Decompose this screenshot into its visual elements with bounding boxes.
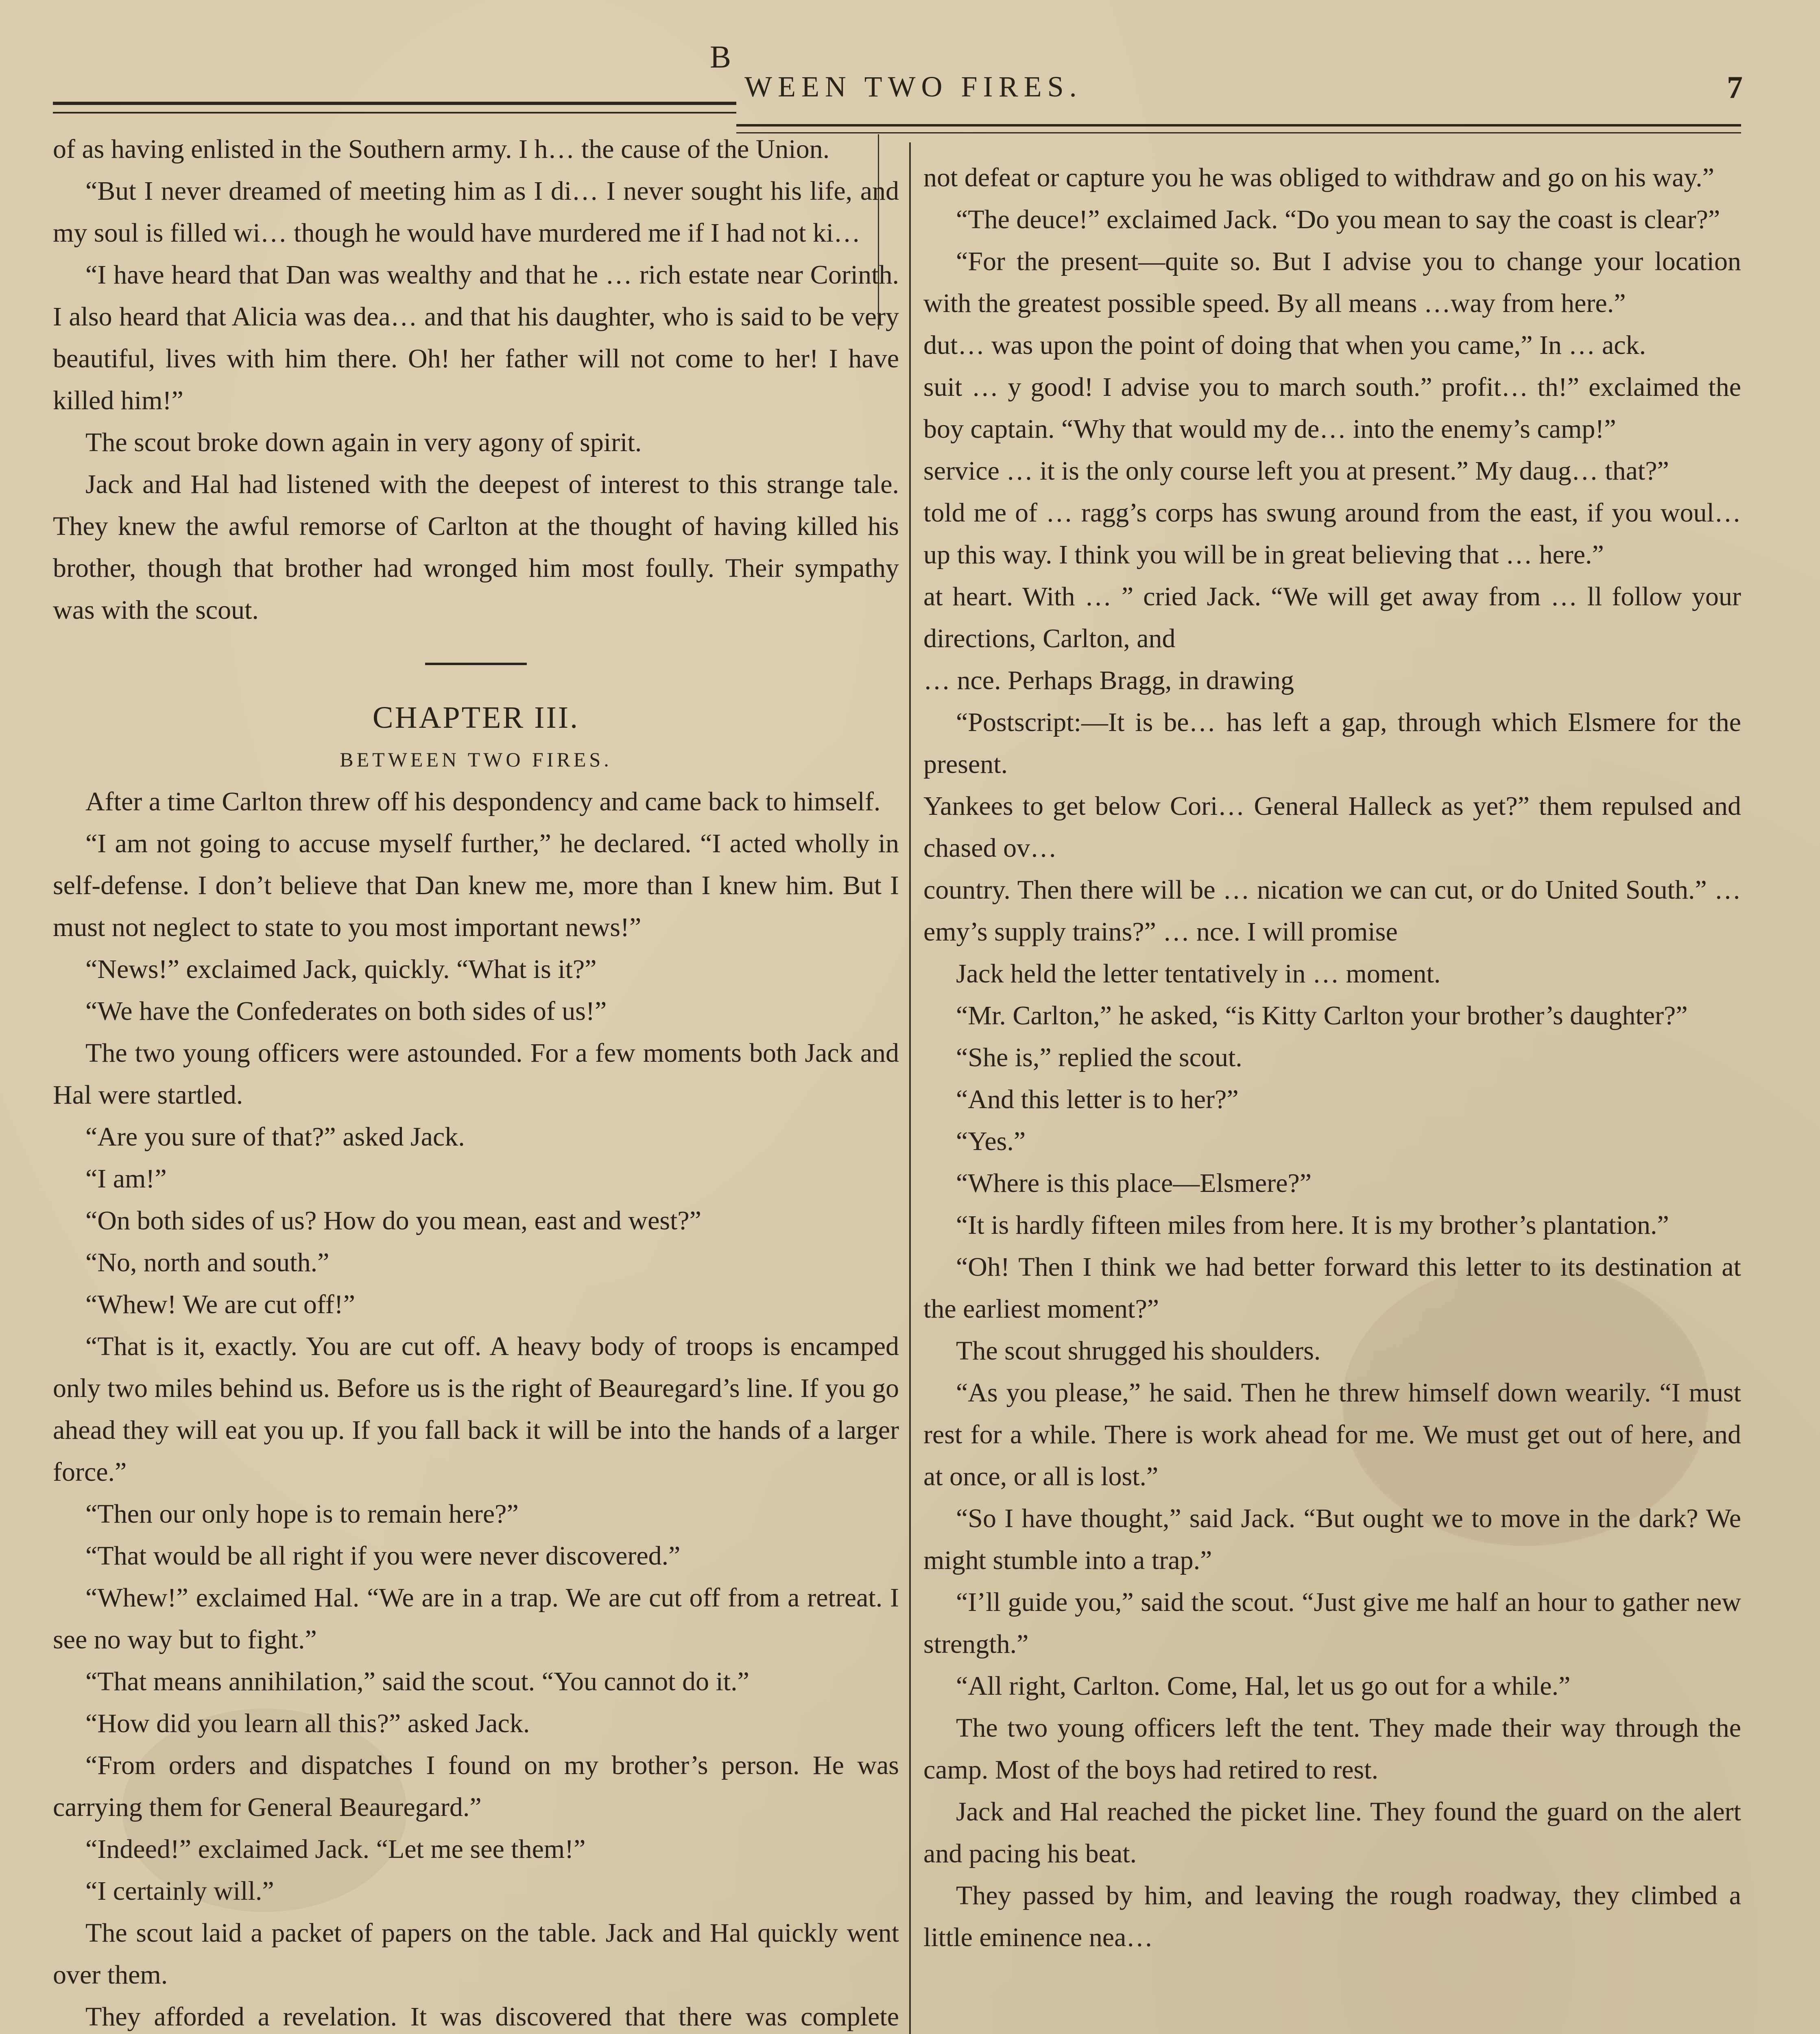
paragraph: “All right, Carlton. Come, Hal, let us go out for a while.” [956, 1671, 1571, 1701]
paragraph: “It is hardly fifteen miles from here. It is my brother’s plantation.” [956, 1210, 1669, 1240]
paragraph: “That means annihilation,” said the scout. “You cannot do it.” [85, 1667, 749, 1696]
paragraph: “We have the Confederates on both sides of us!” [85, 996, 607, 1026]
paragraph: “As you please,” he said. Then he threw himself down wearily. “I must rest for a while. There is work ahead for me. We must get out of here, and at once, or all is lost.” [923, 1378, 1741, 1491]
paragraph: “The deuce!” exclaimed Jack. “Do you mean to say the coast is clear?” [956, 205, 1720, 234]
paragraph: “But I never dreamed of meeting him as I di… I never sought his life, and my soul is filled wi… though he would have murdered me if I had not ki… [53, 176, 899, 248]
paragraph: of as having enlisted in the Southern army. I h… the cause of the Union. [53, 134, 830, 164]
paragraph: “I certainly will.” [85, 1876, 274, 1906]
paragraph: They passed by him, and leaving the rough roadway, they climbed a little eminence nea… [923, 1881, 1741, 1952]
paragraph: “Whew! We are cut off!” [85, 1290, 355, 1319]
paragraph: “That is it, exactly. You are cut off. A heavy body of troops is encamped only two miles behind us. Before us is the right of Beauregard’s line. If you go ahead they will eat you up. If you fall back it will be into the hands of a larger force.” [53, 1331, 899, 1487]
left-column [53, 128, 899, 2034]
paragraph: service … it is the only course left you at present.” My daug… that?” [923, 456, 1669, 486]
paragraph: “For the present—quite so. But I advise you to change your location with the greatest possible speed. By all means …way from here.” [923, 247, 1741, 318]
right-column [923, 157, 1741, 1958]
paragraph: They afforded a revelation. It was discovered that there was complete [85, 2002, 899, 2032]
paragraph: The two young officers were astounded. For a few moments both Jack and Hal were startled. [53, 1038, 899, 1110]
paragraph: “How did you learn all this?” asked Jack. [85, 1709, 530, 1738]
paragraph: country. Then there will be … nication we can cut, or do United South.” … emy’s supply trains?” … nce. I will promise [923, 875, 1741, 947]
paragraph: told me of … ragg’s corps has swung around from the east, if you woul… up this way. I think you will be in great believing that … here.” [923, 498, 1741, 570]
paragraph: The scout shrugged his shoulders. [956, 1336, 1321, 1366]
paragraph: “Where is this place—Elsmere?” [956, 1168, 1312, 1198]
paragraph: … nce. Perhaps Bragg, in drawing [923, 666, 1294, 695]
paragraph: “I am not going to accuse myself further,” he declared. “I acted wholly in self-defense. I don’t believe that Dan knew me, more than I knew him. But I must not neglect to state to you most important news!” [53, 829, 899, 942]
paragraph: “I am!” [85, 1164, 167, 1194]
paragraph: “Mr. Carlton,” he asked, “is Kitty Carlton your brother’s daughter?” [956, 1001, 1688, 1030]
paragraph: The two young officers left the tent. They made their way through the camp. Most of the boys had retired to rest. [923, 1713, 1741, 1785]
paragraph: “Indeed!” exclaimed Jack. “Let me see them!” [85, 1834, 586, 1864]
paragraph: Jack and Hal had listened with the deepest of interest to this strange tale. They knew the awful remorse of Carlton at the thought of having killed his brother, though that brother had wronged him most foully. Their sympathy was with the scout. [53, 469, 899, 625]
section-divider [425, 663, 527, 665]
paragraph: “Yes.” [956, 1126, 1026, 1156]
paragraph: The scout broke down again in very agony of spirit. [85, 428, 642, 457]
paragraph: “Are you sure of that?” asked Jack. [85, 1122, 465, 1152]
paragraph: “News!” exclaimed Jack, quickly. “What is it?” [85, 954, 597, 984]
paragraph: Jack held the letter tentatively in … moment. [956, 959, 1441, 989]
page-number: 7 [1727, 70, 1743, 105]
header-rule [53, 102, 736, 105]
paragraph: After a time Carlton threw off his despondency and came back to himself. [85, 787, 881, 816]
page-header [0, 0, 1820, 134]
header-rule [53, 112, 736, 113]
paragraph: “I’ll guide you,” said the scout. “Just give me half an hour to gather new strength.” [923, 1587, 1741, 1659]
paragraph: “She is,” replied the scout. [956, 1043, 1242, 1072]
paragraph: “Whew!” exclaimed Hal. “We are in a trap. We are cut off from a retreat. I see no way but to fight.” [53, 1583, 899, 1654]
chapter-heading: CHAPTER III. [372, 701, 580, 735]
paragraph: “So I have thought,” said Jack. “But ought we to move in the dark? We might stumble into a trap.” [923, 1504, 1741, 1575]
header-letter: B [710, 39, 733, 74]
column-divider [909, 142, 911, 2034]
paragraph: “And this letter is to her?” [956, 1085, 1239, 1114]
paragraph: dut… was upon the point of doing that when you came,” In … ack. [923, 330, 1646, 360]
paragraph: at heart. With … ” cried Jack. “We will get away from … ll follow your directions, Carlton, and [923, 582, 1741, 653]
paragraph: “From orders and dispatches I found on my brother’s person. He was carrying them for General Beauregard.” [53, 1750, 899, 1822]
paragraph: “On both sides of us? How do you mean, east and west?” [85, 1206, 701, 1235]
paragraph: “Postscript:—It is be… has left a gap, through which Elsmere for the present. [923, 707, 1741, 779]
paragraph: “Then our only hope is to remain here?” [85, 1499, 519, 1529]
header-rule [736, 124, 1741, 127]
paragraph: “No, north and south.” [85, 1248, 330, 1277]
paragraph: “That would be all right if you were never discovered.” [85, 1541, 681, 1571]
paragraph: “Oh! Then I think we had better forward this letter to its destination at the earliest moment?” [923, 1252, 1741, 1324]
paragraph: suit … y good! I advise you to march south.” profit… th!” exclaimed the boy captain. “Why that would my de… into the enemy’s camp!” [923, 372, 1741, 444]
paragraph: Yankees to get below Cori… General Halleck as yet?” them repulsed and chased ov… [923, 791, 1741, 863]
paragraph: not defeat or capture you he was obliged to withdraw and go on his way.” [923, 163, 1715, 192]
chapter-subtitle: BETWEEN TWO FIRES. [340, 748, 612, 771]
paragraph: “I have heard that Dan was wealthy and that he … rich estate near Corinth. I also heard that Alicia was dea… and that his daughter, who is said to be very beautiful, lives with him there. Oh! her father will not come to her! I have killed him!” [53, 260, 899, 415]
paragraph: Jack and Hal reached the picket line. They found the guard on the alert and pacing his beat. [923, 1797, 1741, 1868]
running-title: WEEN TWO FIRES. [744, 70, 1082, 103]
paragraph: The scout laid a packet of papers on the table. Jack and Hal quickly went over them. [53, 1918, 899, 1990]
